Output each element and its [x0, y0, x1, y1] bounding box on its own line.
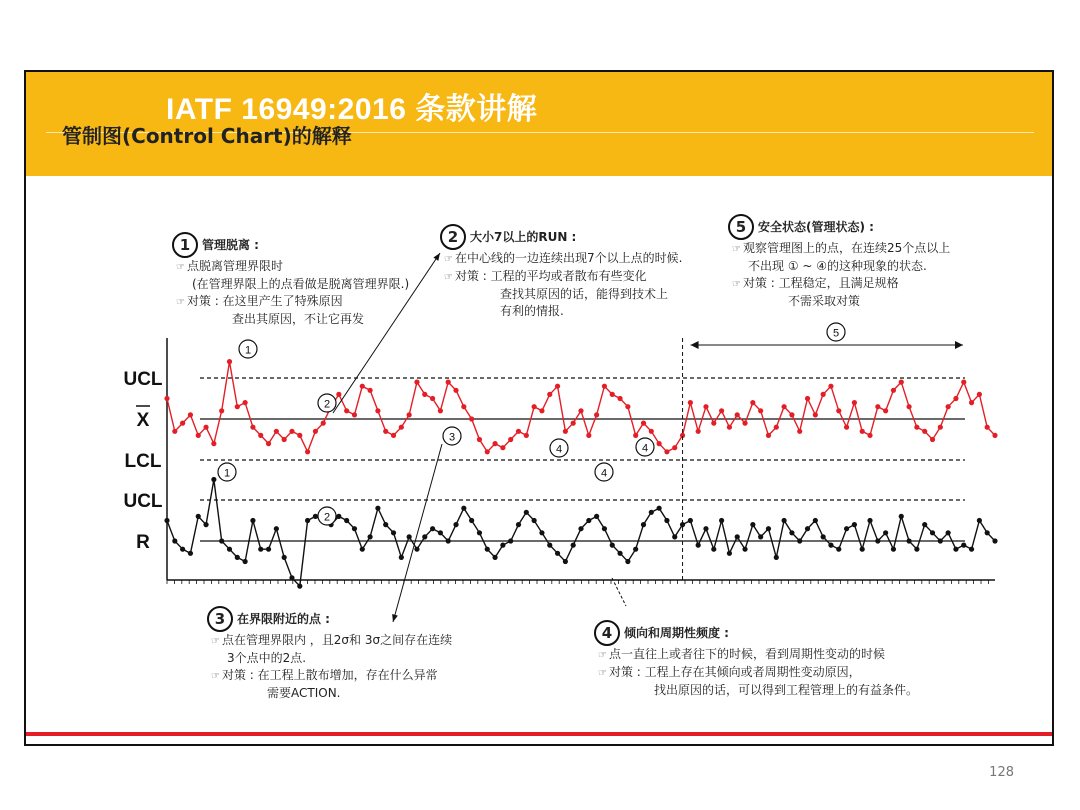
number-badge-4: 4: [594, 620, 620, 646]
data-point: [688, 400, 693, 405]
data-point: [258, 547, 263, 552]
data-point: [891, 547, 896, 552]
marker-label: 4: [555, 443, 563, 456]
data-point: [641, 522, 646, 527]
data-point: [836, 547, 841, 552]
number-badge-5: 5: [728, 214, 754, 240]
data-point: [274, 526, 279, 531]
data-point: [188, 551, 193, 556]
data-point: [836, 408, 841, 413]
data-point: [703, 404, 708, 409]
section-title: 管制图(Control Chart)的解释: [62, 124, 352, 148]
data-point: [789, 412, 794, 417]
data-point: [813, 518, 818, 523]
data-point: [578, 408, 583, 413]
xbar-ucl-label: UCL: [123, 369, 163, 390]
data-point: [227, 547, 232, 552]
header-title: IATF 16949:2016 条款讲解: [166, 93, 538, 126]
data-point: [485, 449, 490, 454]
xbar-center-label: X: [136, 410, 150, 431]
data-point: [844, 526, 849, 531]
data-point: [508, 437, 513, 442]
data-point: [750, 522, 755, 527]
marker-label: 5: [832, 327, 840, 340]
data-point: [196, 433, 201, 438]
data-point: [758, 534, 763, 539]
data-point: [742, 547, 747, 552]
annotation-3-line: 需要ACTION.: [267, 686, 341, 700]
data-point: [360, 384, 365, 389]
data-point: [719, 518, 724, 523]
data-point: [625, 404, 630, 409]
data-point: [703, 526, 708, 531]
data-point: [516, 522, 521, 527]
data-point: [461, 506, 466, 511]
data-point: [985, 530, 990, 535]
data-point: [258, 433, 263, 438]
data-point: [875, 538, 880, 543]
annotation-1-line: 对策 : 在这里产生了特殊原因: [186, 294, 343, 308]
leader-arrow-4: [612, 578, 626, 606]
data-point: [899, 514, 904, 519]
data-point: [657, 441, 662, 446]
annotation-5-line: 不需采取对策: [788, 294, 861, 308]
data-point: [446, 380, 451, 385]
annotation-2-line: 有利的情报.: [500, 304, 564, 318]
data-point: [649, 510, 654, 515]
data-point: [289, 575, 294, 580]
data-point: [297, 584, 302, 589]
data-point: [727, 425, 732, 430]
data-point: [539, 530, 544, 535]
r-ucl-label: UCL: [123, 491, 163, 512]
data-point: [828, 384, 833, 389]
data-point: [500, 543, 505, 548]
data-point: [563, 429, 568, 434]
data-point: [547, 543, 552, 548]
data-point: [367, 534, 372, 539]
data-point: [821, 534, 826, 539]
data-point: [250, 518, 255, 523]
pointer-icon: ☞: [732, 244, 741, 255]
data-point: [203, 425, 208, 430]
data-point: [969, 400, 974, 405]
data-point: [313, 514, 318, 519]
data-point: [477, 437, 482, 442]
data-point: [344, 408, 349, 413]
pointer-icon: ☞: [444, 272, 453, 283]
data-point: [672, 445, 677, 450]
data-point: [852, 400, 857, 405]
leader-arrow-3: [393, 444, 442, 622]
annotation-2-line: 对策 : 工程的平均或者散布有些变化: [454, 269, 647, 283]
data-point: [852, 522, 857, 527]
pointer-icon: ☞: [211, 636, 220, 647]
data-point: [696, 429, 701, 434]
data-point: [985, 425, 990, 430]
data-point: [539, 408, 544, 413]
leader-arrow-2: [333, 253, 440, 413]
data-point: [383, 429, 388, 434]
data-point: [211, 477, 216, 482]
marker-label: 1: [223, 467, 231, 480]
annotation-4-title: 倾向和周期性频度 :: [624, 625, 729, 640]
data-point: [961, 380, 966, 385]
data-point: [469, 416, 474, 421]
data-point: [344, 518, 349, 523]
data-point: [860, 429, 865, 434]
data-point: [883, 408, 888, 413]
annotation-4-line: 找出原因的话，可以得到工程管理上的有益条件。: [654, 683, 919, 697]
data-point: [789, 530, 794, 535]
data-point: [422, 534, 427, 539]
marker-label: 4: [600, 467, 608, 480]
annotation-1-title: 管理脱离 :: [202, 237, 259, 252]
data-point: [688, 518, 693, 523]
pointer-icon: ☞: [598, 668, 607, 679]
data-point: [360, 547, 365, 552]
data-point: [571, 543, 576, 548]
data-point: [758, 408, 763, 413]
data-point: [727, 551, 732, 556]
data-point: [938, 538, 943, 543]
data-point: [766, 526, 771, 531]
data-point: [203, 522, 208, 527]
data-point: [235, 404, 240, 409]
data-point: [563, 559, 568, 564]
data-point: [407, 534, 412, 539]
pointer-icon: ☞: [176, 297, 185, 308]
data-point: [594, 412, 599, 417]
data-point: [399, 555, 404, 560]
annotation-4-line: 对策 : 工程上存在其倾向或者周期性变动原因，: [608, 665, 861, 679]
number-badge-2: 2: [440, 224, 466, 250]
data-point: [586, 433, 591, 438]
number-badge-1: 1: [172, 232, 198, 258]
data-point: [797, 538, 802, 543]
annotation-3-title: 在界限附近的点 :: [237, 611, 330, 626]
pointer-icon: ☞: [211, 671, 220, 682]
annotation-2-title: 大小7以上的RUN :: [470, 229, 577, 244]
data-point: [282, 555, 287, 560]
data-point: [602, 526, 607, 531]
data-point: [664, 449, 669, 454]
data-point: [297, 433, 302, 438]
annotation-3-line: 对策 : 在工程上散布增加，存在什么异常: [221, 668, 438, 682]
data-point: [586, 518, 591, 523]
data-point: [946, 530, 951, 535]
annotation-1-line: (在管理界限上的点看做是脱离管理界限.): [192, 277, 410, 291]
data-point: [180, 421, 185, 426]
pointer-icon: ☞: [444, 254, 453, 265]
data-point: [274, 429, 279, 434]
data-point: [461, 404, 466, 409]
data-point: [781, 518, 786, 523]
data-point: [828, 543, 833, 548]
data-point: [250, 425, 255, 430]
data-point: [469, 518, 474, 523]
page-number: 128: [989, 765, 1014, 780]
data-point: [867, 518, 872, 523]
data-point: [625, 559, 630, 564]
data-point: [883, 530, 888, 535]
data-point: [914, 425, 919, 430]
data-point: [547, 392, 552, 397]
data-point: [617, 551, 622, 556]
data-point: [977, 392, 982, 397]
data-point: [282, 437, 287, 442]
data-point: [610, 543, 615, 548]
data-point: [219, 408, 224, 413]
annotation-3-line: 点在管理界限内 ，且2σ和 3σ之间存在连续: [221, 633, 453, 647]
data-point: [164, 518, 169, 523]
data-point: [899, 380, 904, 385]
data-point: [610, 392, 615, 397]
data-point: [453, 522, 458, 527]
data-point: [914, 547, 919, 552]
data-point: [750, 400, 755, 405]
xbar-lcl-label: LCL: [124, 451, 162, 472]
data-point: [211, 441, 216, 446]
data-point: [336, 392, 341, 397]
annotation-4-line: 点一直往上或者往下的时候，看到周期性变动的时候: [608, 647, 885, 661]
arrow-head: [433, 253, 440, 261]
data-point: [813, 412, 818, 417]
data-point: [821, 392, 826, 397]
data-point: [742, 421, 747, 426]
annotation-2-line: 查找其原因的话，能得到技术上: [500, 287, 669, 301]
arrow-head: [691, 341, 699, 349]
data-point: [383, 522, 388, 527]
data-point: [352, 526, 357, 531]
data-point: [508, 538, 513, 543]
marker-label: 1: [244, 344, 252, 357]
data-point: [696, 543, 701, 548]
data-point: [633, 547, 638, 552]
r-center-label: R: [136, 532, 150, 553]
data-point: [906, 404, 911, 409]
data-point: [391, 433, 396, 438]
data-point: [422, 392, 427, 397]
data-point: [953, 547, 958, 552]
data-point: [774, 555, 779, 560]
data-point: [500, 445, 505, 450]
data-point: [352, 412, 357, 417]
data-point: [305, 449, 310, 454]
marker-label: 4: [641, 442, 649, 455]
data-point: [922, 429, 927, 434]
data-point: [664, 518, 669, 523]
data-point: [164, 396, 169, 401]
annotation-3-line: 3个点中的2点.: [227, 651, 307, 665]
data-point: [524, 510, 529, 515]
data-point: [391, 530, 396, 535]
data-point: [446, 538, 451, 543]
data-point: [375, 408, 380, 413]
data-point: [196, 514, 201, 519]
data-point: [844, 425, 849, 430]
data-point: [477, 530, 482, 535]
data-point: [188, 412, 193, 417]
annotation-2-line: 在中心线的一边连续出现7个以上点的时候.: [454, 251, 683, 265]
data-point: [524, 433, 529, 438]
data-point: [922, 522, 927, 527]
data-point: [305, 518, 310, 523]
data-point: [430, 526, 435, 531]
data-point: [571, 421, 576, 426]
data-point: [219, 538, 224, 543]
data-point: [735, 412, 740, 417]
data-point: [516, 429, 521, 434]
data-point: [594, 514, 599, 519]
data-point: [414, 547, 419, 552]
data-point: [414, 380, 419, 385]
data-point: [867, 433, 872, 438]
data-point: [532, 404, 537, 409]
data-point: [805, 526, 810, 531]
data-point: [172, 538, 177, 543]
data-point: [860, 547, 865, 552]
number-badge-3: 3: [207, 606, 233, 632]
data-point: [266, 547, 271, 552]
annotation-5-line: 观察管理图上的点，在连续25个点以上: [742, 241, 951, 255]
data-point: [875, 404, 880, 409]
data-point: [243, 400, 248, 405]
data-point: [617, 396, 622, 401]
data-point: [961, 543, 966, 548]
data-point: [235, 555, 240, 560]
data-point: [977, 518, 982, 523]
data-point: [735, 534, 740, 539]
data-point: [180, 547, 185, 552]
annotation-1-line: 查出其原因，不让它再发: [232, 312, 365, 326]
data-point: [492, 441, 497, 446]
annotation-5-line: 对策 : 工程稳定，且满足规格: [742, 276, 899, 290]
marker-label: 2: [323, 511, 331, 524]
data-point: [438, 408, 443, 413]
data-point: [266, 441, 271, 446]
data-point: [766, 433, 771, 438]
marker-label: 2: [323, 398, 331, 411]
data-point: [555, 384, 560, 389]
data-point: [578, 526, 583, 531]
data-point: [485, 547, 490, 552]
data-point: [227, 359, 232, 364]
data-point: [953, 396, 958, 401]
marker-label: 3: [448, 431, 456, 444]
data-point: [313, 429, 318, 434]
series-line-xbar: [167, 362, 995, 452]
data-point: [992, 433, 997, 438]
data-point: [930, 437, 935, 442]
data-point: [969, 547, 974, 552]
annotation-5-line: 不出现 ① ~ ④的这种现象的状态.: [748, 259, 927, 273]
data-point: [321, 421, 326, 426]
data-point: [906, 538, 911, 543]
data-point: [336, 514, 341, 519]
data-point: [719, 408, 724, 413]
data-point: [797, 429, 802, 434]
data-point: [992, 538, 997, 543]
arrow-head: [392, 614, 398, 622]
data-point: [492, 555, 497, 560]
pointer-icon: ☞: [176, 262, 185, 273]
data-point: [407, 412, 412, 417]
arrow-head: [955, 341, 963, 349]
data-point: [774, 425, 779, 430]
data-point: [453, 388, 458, 393]
data-point: [430, 396, 435, 401]
data-point: [711, 547, 716, 552]
data-point: [555, 551, 560, 556]
data-point: [602, 384, 607, 389]
data-point: [891, 388, 896, 393]
data-point: [289, 429, 294, 434]
data-point: [375, 506, 380, 511]
data-point: [172, 429, 177, 434]
data-point: [781, 404, 786, 409]
data-point: [532, 518, 537, 523]
data-point: [633, 433, 638, 438]
data-point: [367, 388, 372, 393]
data-point: [438, 530, 443, 535]
data-point: [805, 396, 810, 401]
data-point: [672, 534, 677, 539]
data-point: [399, 425, 404, 430]
annotation-1-line: 点脱离管理界限时: [186, 259, 283, 273]
data-point: [930, 530, 935, 535]
data-point: [711, 421, 716, 426]
data-point: [657, 506, 662, 511]
data-point: [641, 421, 646, 426]
data-point: [938, 425, 943, 430]
data-point: [243, 559, 248, 564]
data-point: [649, 429, 654, 434]
data-point: [946, 404, 951, 409]
series-line-r: [167, 480, 995, 587]
pointer-icon: ☞: [598, 650, 607, 661]
pointer-icon: ☞: [732, 279, 741, 290]
annotation-5-title: 安全状态(管理状态) :: [758, 219, 874, 234]
